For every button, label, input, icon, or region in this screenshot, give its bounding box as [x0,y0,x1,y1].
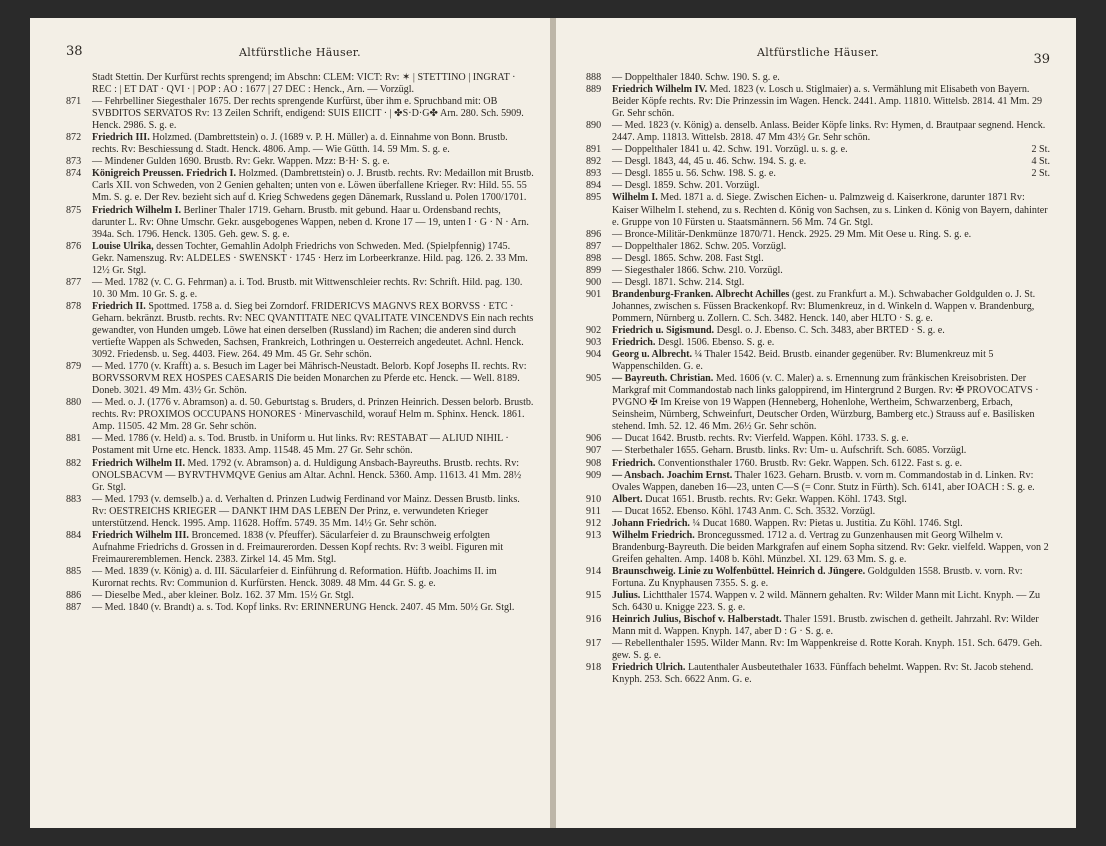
catalog-entry [66,433,534,457]
catalog-entry [66,96,534,132]
entry-heading: Friedrich. [612,457,656,469]
entry-number: 903 [586,337,602,349]
catalog-entry [586,180,1050,192]
entry-number: 873 [66,156,82,168]
entry-number: 918 [586,662,602,674]
entry-number: 877 [66,276,82,288]
entry-heading: Friedrich Wilhelm I. [92,204,182,216]
entry-number: 879 [66,361,82,373]
entry-number: 917 [586,638,602,650]
catalog-entry [66,361,534,397]
entry-text: — Fehrbelliner Siegesthaler 1675. Der rechts sprengende Kurfürst, über ihm e. Spruchband mit: OB SVBDITOS SERVATOS Rv: 13 Zeilen Schrift, endigend: SUIS EIICIT · | ✤S·D·G✤ Arn. 280. Sch. 5909. Henck. 2986. S. g. e. [92,96,524,132]
entry-text: Ducat 1651. Brustb. rechts. Rv: Gekr. Wappen. Köhl. 1743. Stgl. [645,493,907,505]
left-page [30,18,550,828]
catalog-entry [586,156,1050,168]
entry-text: — Med. 1770 (v. Krafft) a. s. Besuch im Lager bei Mährisch-Neustadt. Belorb. Kopf Josephs II. rechts. Rv: BORVSSORVM REX HOSPES CAESARIS Die beiden Monarchen zu Pferde etc. Henck. — Well. 8189. Doneb. 3021. 49 Mm. 43½ Gr. Schön. [92,361,527,397]
right-page [556,18,1076,828]
entry-text: Holzmed. (Dambrettstein) o. J. Brustb. rechts. Rv: Medaillon mit Brustb. Carls XII. von Schweden, von 2 Genien gehalten; unten von e. Löwen überfallene Krieger. Rv: Hild. 55. 55 Mm. S. g. e. Der Rev. bezieht sich auf d. Krieg Schwedens gegen Dänemark, Russland u. Polen 1700/1701. [92,168,534,204]
entry-heading: — Ansbach. Joachim Ernst. [612,469,733,481]
entry-number: 883 [66,493,82,505]
entry-heading: — Bayreuth. Christian. [612,373,714,385]
entry-number: 914 [586,565,602,577]
entry-heading: Friedrich Wilhelm III. [92,529,189,541]
entry-heading: Albert. [612,493,643,505]
entry-text: — Med. 1823 (v. König) a. denselb. Anlass. Beider Köpfe links. Rv: Hymen, d. Brautpaar segnend. Henck. 2447. Amp. 11813. Wittelsb. 2818. 47 Mm 43½ Gr. Sehr schön. [612,120,1046,144]
catalog-entry [586,192,1050,228]
entry-text: — Desgl. 1843, 44, 45 u. 46. Schw. 194. S. g. e. [612,156,807,168]
entry-text: — Ducat 1642. Brustb. rechts. Rv: Vierfeld. Wappen. Köhl. 1733. S. g. e. [612,433,909,445]
entry-text: Holzmed. (Dambrettstein) o. J. (1689 v. P. H. Müller) a. d. Einnahme von Bonn. Brustb. rechts. Rv: Beschiessung d. Stadt. Henck. 4806. Amp. — Wie Gütth. 14. 59 Mm. S. g. e. [92,132,508,156]
entry-number: 876 [66,240,82,252]
entry-text: ¼ Thaler 1542. Beid. Brustb. einander gegenüber. Rv: Blumenkreuz mit 5 Wappenschilden. G. e. [612,349,994,373]
entry-number: 915 [586,590,602,602]
entry-number: 892 [586,156,602,168]
entry-number: 898 [586,252,602,264]
catalog-entry [586,494,1050,506]
catalog-entry [66,590,534,602]
right-running-head [586,44,1050,72]
entry-text: Lautenthaler Ausbeutethaler 1633. Fünffach behelmt. Wappen. Rv: St. Jacob stehend. Knyph. 253. Sch. 6622 Anm. G. e. [612,662,1034,686]
entry-number: 900 [586,276,602,288]
entry-number: 874 [66,168,82,180]
entry-heading: Louise Ulrika, [92,240,154,252]
catalog-entry [586,265,1050,277]
catalog-entry [586,518,1050,530]
catalog-entry [66,397,534,433]
entry-number: 899 [586,264,602,276]
entry-number: 875 [66,204,82,216]
entry-text: — Bronce-Militär-Denkmünze 1870/71. Henck. 2925. 29 Mm. Mit Oese u. Ring. S. g. e. [612,228,972,240]
entry-number: 895 [586,192,602,204]
entry-number: 893 [586,168,602,180]
entry-text: Conventionsthaler 1760. Brustb. Rv: Gekr. Wappen. Sch. 6122. Fast s. g. e. [657,457,963,469]
catalog-entry [66,566,534,590]
entry-heading: Wilhelm I. [612,192,658,204]
catalog-entry [66,132,534,156]
entry-heading: Friedrich III. [92,132,150,144]
entry-heading: Königreich Preussen. Friedrich I. [92,168,237,180]
continuation-text: Stadt Stettin. Der Kurfürst rechts sprengend; im Abschn: CLEM: VICT: Rv: ✶ | STETTINO | INGRAT · REC : | ET DAT · QVI · | POP : AO : 1677 | 27 DEC : Henck., Arn. — Vorzügl. [92,72,516,96]
catalog-entry [586,349,1050,373]
entry-heading: Johann Friedrich. [612,517,690,529]
entry-text: Thaler 1591. Brustb. zwischen d. getheilt. Jahrzahl. Rv: Wilder Mann mit d. Wappen. Knyph. 147, aber D : G · S. g. e. [612,614,1039,638]
entry-text: (gest. zu Frankfurt a. M.). Schwabacher Goldgulden o. J. St. Johannes, zwischen s. Füssen Brackenkopf. Rv: Blumenkreuz, in d. Winkeln d. Wappen v. Brandenburg, Pommern, Nürnberg u. Zollern. C. Sch. 3482. Henck. 140, aber HLTO · S. g. e. [612,288,1036,324]
entry-number: 910 [586,493,602,505]
entry-text: Broncemed. 1838 (v. Pfeuffer). Säcularfeier d. zu Braunschweig erfolgten Aufnahme Friedrichs d. Grossen in d. Freimaurerorden. Dessen Kopf rechts. Rv: 3 weibl. Figuren mit Freimaureremblemen. Henck. 2383. Zirkel 14. 45 Mm. Stgl. [92,529,504,565]
entry-number: 884 [66,529,82,541]
entry-heading: Friedrich. [612,337,656,349]
entry-text: Thaler 1623. Geharn. Brustb. v. vorn m. Commandostab in d. Linken. Rv: Ovales Wappen, daneben 16—23, unten C—S (= Conr. Stutz in Fürth). Sch. 6141, aber IOACH : S. g. e. [612,469,1035,493]
right-entries [586,72,1050,686]
entry-text: Broncegussmed. 1712 a. d. Vertrag zu Gunzenhausen mit Georg Wilhelm v. Brandenburg-Bayreuth. Die beiden Markgrafen auf einem Sopha sitzend. Rv: Gekr. vielfeld. Wappen, von 2 Greifen gehalten. Amp. 1408 b. Köhl. Münzbel. XI. 129. 63 Mm. S. g. e. [612,529,1049,565]
entry-text: — Med. 1840 (v. Brandt) a. s. Tod. Kopf links. Rv: ERINNERUNG Henck. 2407. 45 Mm. 50½ Gr. Stgl. [92,602,515,614]
entry-number: 909 [586,469,602,481]
entry-number: 889 [586,84,602,96]
entry-text: — Rebellenthaler 1595. Wilder Mann. Rv: Im Wappenkreise d. Rotte Korah. Knyph. 151. Sch. 6479. Geh. gew. S. g. e. [612,638,1043,662]
entry-number: 890 [586,120,602,132]
entry-text: — Desgl. 1865. Schw. 208. Fast Stgl. [612,252,764,264]
entry-text: — Med. 1782 (v. C. G. Fehrman) a. i. Tod. Brustb. mit Wittwenschleier rechts. Rv: Schrift. Hild. pag. 130. 10. 30 Mm. 10 Gr. S. g. e. [92,276,523,300]
entry-heading: Julius. [612,590,641,602]
catalog-entry [586,458,1050,470]
catalog-entry [586,445,1050,457]
entry-number: 880 [66,397,82,409]
entry-number: 902 [586,324,602,336]
catalog-entry [586,662,1050,686]
entry-text: — Med. 1786 (v. Held) a. s. Tod. Brustb. in Uniform u. Hut links. Rv: RESTABAT — ALIUD NIHIL · Postament mit Urne etc. Henck. 1833. Amp. 11548. 45 Mm. 27 Gr. Sehr schön. [92,433,509,457]
entry-text: — Doppelthaler 1841 u. 42. Schw. 191. Vorzügl. u. s. g. e. [612,144,848,156]
catalog-entry [586,470,1050,494]
entry-text: — Dieselbe Med., aber kleiner. Bolz. 162. 37 Mm. 15½ Gr. Stgl. [92,590,354,602]
entry-text: Spottmed. 1758 a. d. Sieg bei Zorndorf. FRIDERICVS MAGNVS REX BORVSS · ETC · Geharn. bekränzt. Brustb. rechts. Rv: NEC QVANTITATE NEC QVALITATE VINCENDVS Ein nach rechts gewandter, von Hunden umgeb. Löwe hat einen derselben (Russland) im Rachen; die anderen sind durch vertiefte Wappen als Schweden, Sachsen, Frankreich, Lothringen u. Oesterreich angedeutet. Achnl. Henck. 3092. Friedensb. u. Seg. 4403. Fiew. 264. 49 Mm. 45 Gr. Sehr schön. [92,300,534,361]
catalog-entry [586,325,1050,337]
left-entries [66,72,534,614]
entry-text: — Desgl. 1859. Schw. 201. Vorzügl. [612,180,760,192]
entry-count: 4 St. [1031,156,1050,168]
entry-number: 896 [586,228,602,240]
catalog-entry [586,241,1050,253]
entry-text: — Desgl. 1855 u. 56. Schw. 198. S. g. e. [612,168,776,180]
catalog-entry [66,241,534,277]
entry-text: Med. 1606 (v. C. Maler) a. s. Ernennung zum fränkischen Kreisobristen. Der Markgraf mit Commandostab nach links galoppirend, im Hintergrund 2 Burgen. Rv: ✠ PROVOCATVS · PVGNO ✠ Im Kreise von 19 Wappen (Henneberg, Hohenlohe, Wertheim, Schwarzenberg, Erbach, Seinsheim, Nürnberg, Schweinfurt, Deutscher Orden, Würzburg, Bamberg etc.) Strauss auf e. Basilisken stehend. Imh. 52. 12. 46 Mm. 26½ Gr. Sehr schön. [612,373,1039,433]
entry-number: 885 [66,565,82,577]
catalog-entry [66,277,534,301]
entry-heading: Heinrich Julius, Bischof v. Halberstadt. [612,614,782,626]
entry-text: — Mindener Gulden 1690. Brustb. Rv: Gekr. Wappen. Mzz: B·H· S. g. e. [92,156,390,168]
catalog-entry [586,253,1050,265]
entry-number: 882 [66,457,82,469]
catalog-entry [586,277,1050,289]
entry-text: Desgl. 1506. Ebenso. S. g. e. [657,337,775,349]
catalog-entry [586,506,1050,518]
entry-text: Med. 1871 a. d. Siege. Zwischen Eichen- u. Palmzweig d. Kaiserkrone, darunter 1871 Rv: Kaiser Wilhelm I. stehend, zu s. Rechten d. König von Sachsen, zu s. Linken d. König von Bayern, dahinter e. Gruppe von 10 Fürsten u. Staatsmännern. 56 Mm. 74 Gr. Stgl. [612,192,1048,228]
entry-text: — Doppelthaler 1840. Schw. 190. S. g. e. [612,72,780,83]
entry-number: 904 [586,349,602,361]
catalog-entry [586,373,1050,433]
entry-number: 901 [586,288,602,300]
entry-heading: Friedrich Ulrich. [612,662,686,674]
entry-text: — Sterbethaler 1655. Geharn. Brustb. links. Rv: Um- u. Aufschrift. Sch. 6085. Vorzügl. [612,445,967,457]
right-page-number: 39 [1033,52,1050,67]
entry-text: Berliner Thaler 1719. Geharn. Brustb. mit gebund. Haar u. Ordensband rechts, darunter L. Rv: Ohne Umschr. Gekr. ausgebogenes Wappen, neben d. Krone 17 — 19, unten I · G · N · Arn. 394a. Sch. 1796. Henck. 1305. Geh. gew. S. g. e. [92,204,529,240]
catalog-entry [66,168,534,204]
catalog-entry [586,289,1050,325]
entry-number: 894 [586,180,602,192]
catalog-entry [586,566,1050,590]
catalog-entry [586,433,1050,445]
catalog-entry [586,168,1050,180]
left-page-header: Altfürstliche Häuser. [239,46,361,59]
entry-heading: Brandenburg-Franken. Albrecht Achilles [612,288,790,300]
entry-text: Med. 1792 (v. Abramson) a. d. Huldigung Ansbach-Bayreuths. Brustb. rechts. Rv: ONOLSBACVM — BYRVTHVMQVE Genius am Altar. Achnl. Henck. 5360. Amp. 11613. 41 Mm. 28½ Gr. Stgl. [92,457,522,493]
right-page-header: Altfürstliche Häuser. [757,46,879,59]
catalog-entry [66,301,534,361]
entry-text: — Doppelthaler 1862. Schw. 205. Vorzügl. [612,240,787,252]
entry-text: Goldgulden 1558. Brustb. v. vorn. Rv: Fortuna. Zu Knyphausen 7355. S. g. e. [612,565,1023,589]
entry-text: — Med. 1793 (v. demselb.) a. d. Verhalten d. Prinzen Ludwig Ferdinand vor Mainz. Dessen Brustb. links. Rv: OESTREICHS KRIEGER — DANKT IHM DAS LEBEN Der Prinz, e. verwundeten Krieger unterstützend. Henck. 1995. Amp. 11628. Hoffm. 5749. 35 Mm. 14½ Gr. Sehr schön. [92,493,520,529]
catalog-entry [586,590,1050,614]
entry-number: 871 [66,96,82,108]
entry-heading: Friedrich Wilhelm II. [92,457,185,469]
entry-heading: Wilhelm Friedrich. [612,529,695,541]
entry-text: dessen Tochter, Gemahlin Adolph Friedrichs von Schweden. Med. (Spielpfennig) 1745. Gekr. Namenszug. Rv: ALDELES · SWENSKT · 1745 · Herz im Lorbeerkranze. Hild. pag. 126. 2. 33 Mm. 12½ Gr. Stgl. [92,240,528,276]
catalog-entry [586,144,1050,156]
catalog-entry [586,72,1050,84]
entry-number: 878 [66,300,82,312]
entry-heading: Friedrich II. [92,300,146,312]
entry-number: 907 [586,445,602,457]
entry-number: 887 [66,602,82,614]
entry-number: 908 [586,457,602,469]
catalog-entry [586,120,1050,144]
entry-text: Desgl. o. J. Ebenso. C. Sch. 3483, aber BRTED · S. g. e. [716,324,945,336]
catalog-entry [586,229,1050,241]
entry-number: 897 [586,240,602,252]
entry-number: 891 [586,144,602,156]
entry-text: — Ducat 1652. Ebenso. Köhl. 1743 Anm. C. Sch. 3532. Vorzügl. [612,505,876,517]
entry-text: Lichtthaler 1574. Wappen v. 2 wild. Männern gehalten. Rv: Wilder Mann mit Licht. Knyph. — Zu Sch. 6430 u. Knigge 223. S. g. e. [612,590,1041,614]
catalog-entry [66,530,534,566]
entry-text: ¼ Ducat 1680. Wappen. Rv: Pietas u. Justitia. Zu Köhl. 1746. Stgl. [692,517,963,529]
entry-number: 881 [66,433,82,445]
entry-text: Med. 1823 (v. Losch u. Stiglmaier) a. s. Vermählung mit Elisabeth von Bayern. Beider Köpfe rechts. Rv: Die Prinzessin im Wagen. Henck. 2441. Amp. 11810. Wittelsb. 2814. 41 Mm. 29 Gr. Sehr schön. [612,84,1043,120]
left-page-number: 38 [66,44,83,59]
entry-heading: Friedrich u. Sigismund. [612,324,715,336]
entry-number: 872 [66,132,82,144]
entry-text: — Med. o. J. (1776 v. Abramson) a. d. 50. Geburtstag s. Bruders, d. Prinzen Heinrich. Dessen belorb. Brustb. rechts. Rv: PROXIMOS OCCUPANS HONORES · Minervaschild, worauf Helm m. Sphinx. Henck. 1861. Amp. 11505. 42 Mm. 28 Gr. Sehr schön. [92,397,534,433]
catalog-entry [586,614,1050,638]
entry-heading: Georg u. Albrecht. [612,349,692,361]
catalog-entry [66,156,534,168]
catalog-entry [586,530,1050,566]
catalog-entry [66,205,534,241]
entry-text: — Siegesthaler 1866. Schw. 210. Vorzügl. [612,264,783,276]
catalog-entry [66,458,534,494]
entry-number: 912 [586,517,602,529]
catalog-entry [66,494,534,530]
entry-heading: Braunschweig. Linie zu Wolfenbüttel. Heinrich d. Jüngere. [612,565,866,577]
entry-heading: Friedrich Wilhelm IV. [612,84,708,96]
entry-number: 911 [586,505,601,517]
entry-number: 906 [586,433,602,445]
catalog-entry [586,337,1050,349]
entry-number: 916 [586,614,602,626]
catalog-entry [586,638,1050,662]
entry-number: 886 [66,590,82,602]
entry-text: — Med. 1839 (v. König) a. d. III. Säcularfeier d. Einführung d. Reformation. Hüftb. Joachims II. im Kurornat rechts. Rv: Communion d. Kurfürsten. Henck. 3089. 48 Mm. 44 Gr. S. g. e. [92,565,497,589]
entry-count: 2 St. [1031,168,1050,180]
entry-count: 2 St. [1031,144,1050,156]
entry-text: — Desgl. 1871. Schw. 214. Stgl. [612,276,745,288]
entry-number: 905 [586,373,602,385]
entry-number: 888 [586,72,602,83]
left-running-head [66,44,534,72]
catalog-entry [586,84,1050,120]
entry-number: 913 [586,529,602,541]
catalog-entry [66,602,534,614]
